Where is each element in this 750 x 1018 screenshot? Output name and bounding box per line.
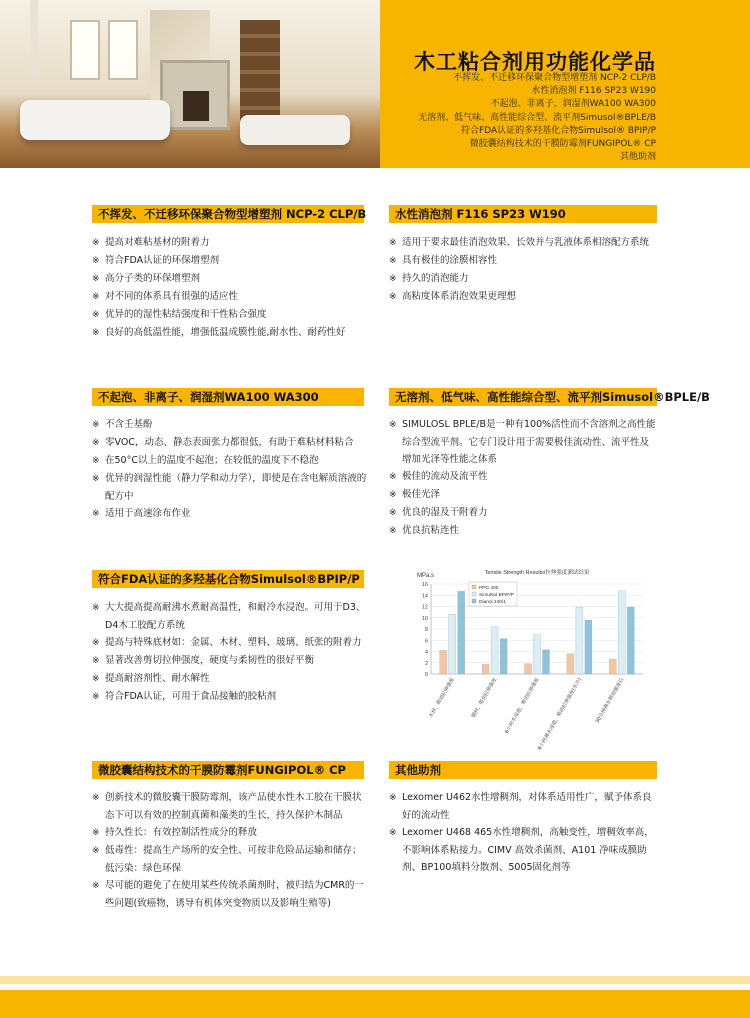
section-title-fungipol: 微胶囊结构技术的干膜防霉剂FUNGIPOL® CP bbox=[92, 761, 364, 779]
tensile-chart bbox=[389, 566, 657, 766]
list-item: ※ 低毒性：提高生产场所的安全性、可按非危险品运输和储存； 低污染：绿色环保 bbox=[92, 842, 367, 877]
y-tick-label: 6 bbox=[424, 638, 428, 645]
list-item: ※ 创新技术的微胶囊干膜防霉剂，该产品使水性木工胶在干膜状态下可以有效的控制真菌和藻类的生长，持久保护木制品 bbox=[92, 789, 367, 824]
legend-swatch bbox=[472, 599, 476, 603]
bar-0-4 bbox=[609, 659, 616, 674]
y-axis-label: MPa.s bbox=[417, 573, 435, 579]
bar-2-2 bbox=[543, 650, 550, 674]
bar-0-2 bbox=[525, 664, 532, 674]
list-item: ※ Lexomer U462水性增稠剂，对体系适用性广，赋予体系良好的流动性 bbox=[389, 789, 657, 824]
subtitle-line: 无溶剂、低气味、高性能综合型、流平剂Simusol®BPLE/B bbox=[418, 112, 656, 123]
y-tick-label: 16 bbox=[421, 582, 428, 588]
list-item: ※ 适用于高速涂布作业 bbox=[92, 505, 367, 523]
subtitle-line: 不挥发、不迁移环保聚合物型增塑剂 NCP-2 CLP/B bbox=[453, 73, 656, 83]
y-tick-label: 0 bbox=[424, 672, 428, 678]
x-tick-label: 木材，剪切拉伸强度 bbox=[428, 677, 456, 719]
list-item: ※ 具有极佳的涂膜相容性 bbox=[389, 252, 657, 270]
leveling-list bbox=[389, 416, 657, 540]
list-item: ※ 不含壬基酚 bbox=[92, 416, 367, 434]
footer-strip bbox=[0, 976, 750, 984]
y-tick-label: 10 bbox=[421, 615, 428, 622]
section-title-others: 其他助剂 bbox=[389, 761, 657, 779]
y-tick-label: 2 bbox=[424, 660, 428, 667]
list-item: ※ 尽可能的避免了在使用某些传统杀菌剂时，被归结为CMR的一些问题(致癌物，诱导有机体突变物质以及影响生殖等) bbox=[92, 877, 367, 912]
list-item: ※ 提高耐溶剂性、耐水解性 bbox=[92, 670, 367, 688]
list-item: ※ 极佳光泽 bbox=[389, 486, 657, 504]
list-item: ※ 优良的湿及干附着力 bbox=[389, 504, 657, 522]
list-item: ※ 持久性长：有效控制活性成分的释放 bbox=[92, 824, 367, 842]
bar-1-3 bbox=[576, 607, 583, 674]
list-item: ※ 在50°C以上的温度不起泡；在较低的温度下不稳泡 bbox=[92, 452, 367, 470]
bar-0-3 bbox=[567, 654, 574, 674]
footer-bar bbox=[0, 990, 750, 1018]
subtitle-line: 其他助剂 bbox=[619, 152, 656, 163]
list-item: ※ 优良抗粘连性 bbox=[389, 522, 657, 540]
interior-photo bbox=[0, 0, 380, 168]
list-item: ※ Lexomer U468 465水性增稠剂，高触变性，增稠效率高，不影响体系粘接力。CIMV 高效杀菌剂、A101 净味成膜助剂、BP100填料分散剂、5005固化剂等 bbox=[389, 824, 657, 876]
bar-2-1 bbox=[500, 639, 507, 674]
list-item: ※ 高分子类的环保增塑剂 bbox=[92, 270, 367, 288]
list-item: ※ 对不同的体系具有很强的适应性 bbox=[92, 288, 367, 306]
others-list bbox=[389, 789, 657, 876]
section-title-ncp: 不挥发、不迁移环保聚合物型增塑剂 NCP-2 CLP/B bbox=[92, 205, 364, 223]
list-item: ※ 适用于要求最佳消泡效果、长效并与乳液体系相溶配方系统 bbox=[389, 234, 657, 252]
y-tick-label: 12 bbox=[421, 604, 428, 611]
x-tick-label: 6小时水浸泡，剪切拉伸强度 bbox=[503, 677, 541, 735]
legend-label: PPG 400 bbox=[479, 586, 499, 591]
list-item: ※ 符合FDA认证的环保增塑剂 bbox=[92, 252, 367, 270]
x-tick-label: 6小时沸水浸泡，剪切拉伸强度(水冷) bbox=[536, 677, 584, 752]
bar-2-3 bbox=[585, 620, 592, 674]
list-item: ※ 极佳的流动及流平性 bbox=[389, 468, 657, 486]
list-item: ※ 优异的润湿性能（静力学和动力学），即使是在含电解质溶液的配方中 bbox=[92, 470, 367, 505]
list-item: ※ 符合FDA认证，可用于食品接触的胶粘剂 bbox=[92, 688, 367, 706]
subtitle-line: 水性消泡剂 F116 SP23 W190 bbox=[531, 86, 656, 97]
section-title-polyol: 符合FDA认证的多羟基化合物Simulsol®BPIP/P bbox=[92, 570, 364, 588]
legend-label: Simulsol BPIP/P bbox=[479, 593, 514, 598]
subtitle-line: 微胶囊结构技术的干膜防霉剂FUNGIPOL® CP bbox=[469, 139, 656, 150]
defoamer-list bbox=[389, 234, 657, 306]
list-item: ※ 大大提高提高耐沸水煮耐高温性，和耐冷水浸泡。可用于D3、D4木工胶配方系统 bbox=[92, 599, 367, 634]
bar-1-4 bbox=[618, 591, 625, 674]
section-title-leveling: 无溶剂、低气味、高性能综合型、流平剂Simusol®BPLE/B bbox=[389, 388, 657, 406]
section-title-defoamer: 水性消泡剂 F116 SP23 W190 bbox=[389, 205, 657, 223]
wetting-list bbox=[92, 416, 367, 523]
list-item: ※ 高粘度体系消泡效果更理想 bbox=[389, 288, 657, 306]
list-item: ※ 良好的高低温性能，增强低温成膜性能,耐水性、耐药性好 bbox=[92, 324, 367, 342]
page-title: 木工粘合剂用功能化学品 bbox=[414, 50, 656, 74]
y-tick-label: 4 bbox=[424, 649, 428, 656]
bar-1-1 bbox=[491, 627, 498, 674]
x-tick-label: 30分钟沸水剪切强度后 bbox=[594, 677, 626, 725]
list-item: ※ 提高与特殊底材如：金属、木材、塑料、玻璃、纸张的附着力 bbox=[92, 634, 367, 652]
polyol-list bbox=[92, 599, 367, 706]
list-item: ※ 提高对难粘基材的附着力 bbox=[92, 234, 367, 252]
chart-title: Tensile Strength Results/拉伸强度测试结果 bbox=[484, 570, 590, 576]
fungipol-list bbox=[92, 789, 367, 912]
header-banner bbox=[0, 0, 750, 168]
list-item: ※ 零VOC，动态、静态表面张力都很低，有助于难粘材料粘合 bbox=[92, 434, 367, 452]
subtitle-line: 符合FDA认证的多羟基化合物Simulsol® BPIP/P bbox=[461, 125, 656, 136]
list-item: ※ SIMULOSL BPLE/B是一种有100%活性而不含溶剂之高性能综合型流平剂。它专门设计用于需要极佳流动性、流平性及增加光泽等性能之体系 bbox=[389, 416, 657, 468]
bar-0-0 bbox=[440, 650, 447, 674]
subtitle-list bbox=[418, 72, 656, 164]
legend-swatch bbox=[472, 592, 476, 596]
list-item: ※ 持久的消泡能力 bbox=[389, 270, 657, 288]
subtitle-line: 不起泡、非离子、润湿剂WA100 WA300 bbox=[490, 99, 656, 110]
legend-label: Dianol 240/1 bbox=[479, 600, 506, 605]
bar-1-2 bbox=[534, 635, 541, 674]
section-title-wetting: 不起泡、非离子、润湿剂WA100 WA300 bbox=[92, 388, 364, 406]
x-tick-label: 钢材，剪切拉伸强度 bbox=[470, 677, 499, 719]
bar-2-4 bbox=[627, 607, 634, 674]
bar-0-1 bbox=[482, 664, 489, 674]
legend-swatch bbox=[472, 585, 476, 589]
y-tick-label: 14 bbox=[421, 593, 428, 600]
list-item: ※ 优异的的湿性粘结强度和干性粘合强度 bbox=[92, 306, 367, 324]
ncp-list bbox=[92, 234, 367, 342]
y-tick-label: 8 bbox=[424, 627, 428, 633]
bar-1-0 bbox=[449, 614, 456, 674]
list-item: ※ 显著改善剪切拉伸强度，硬度与柔韧性的很好平衡 bbox=[92, 652, 367, 670]
bar-2-0 bbox=[458, 591, 465, 674]
